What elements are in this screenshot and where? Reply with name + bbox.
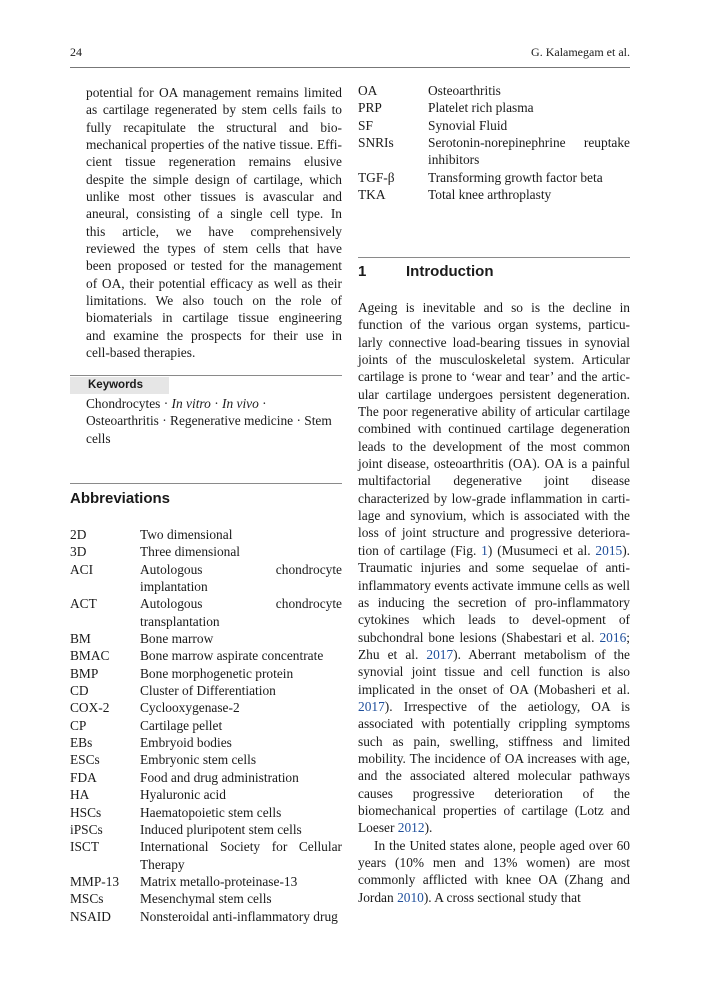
abbreviation-term: iPSCs: [70, 821, 103, 837]
abstract-line: fully recapitulate the structural and bio-: [86, 119, 342, 135]
abbreviation-item: [70, 630, 342, 647]
paragraph: [358, 837, 630, 906]
text-run: ). Traumatic injuries and some sequelae of anti-inflammatory events activate immune cells as well as inducing the secretion of pro-inflammatory cytokines which leads to devel-opment of subchondral bone lesions (Shabestari et al.: [358, 542, 631, 645]
text-run: ).: [424, 820, 433, 836]
abbreviation-definition: Platelet rich plasma: [428, 100, 534, 116]
text-run: ; Zhu et al.: [358, 629, 630, 662]
abbreviation-definition: Serotonin-norepinephrine reuptake inhibitors: [428, 135, 630, 168]
abstract-line: despite the simple design of cartilage, which: [86, 171, 342, 187]
abbreviation-definition: Synovial Fluid: [428, 117, 508, 133]
abbreviation-term: BMAC: [70, 648, 110, 664]
abstract-line: reviewed the types of stem cells that have: [86, 241, 342, 257]
keyword-separator: ·: [160, 396, 172, 411]
text-run: Ageing is inevitable and so is the decline in function of the various organ systems, particu-larly connective load-bearing tissues in synovial joints of the musculoskeletal system. Articular cartilage is prone to ‘wear and tear’ and the artic-ular cartilage undergoes persistent degeneration. The poor regenerative ability of articular cartilage combined with continued cartilage degeneration leads to the development of the most common joint disease, osteoarthritis (OA). OA is a painful multifactorial degenerative joint disease characterized by low-grade inflammation in carti-lage and synovium, which is associated with the loss of joint structure and progressive deteriora-tion of cartilage (Fig.: [358, 300, 630, 558]
abbreviation-item: [70, 786, 342, 803]
abbreviation-definition: Cartilage pellet: [140, 717, 223, 733]
abbreviation-definition: Osteoarthritis: [428, 83, 501, 98]
keyword: Chondrocytes: [86, 396, 161, 411]
section-number: 1: [358, 263, 367, 280]
abbreviation-item: [70, 751, 342, 768]
abbreviation-item: [70, 890, 342, 907]
abbreviation-definition: Cyclooxygenase-2: [140, 700, 240, 716]
section-title: Introduction: [406, 263, 494, 280]
abbreviation-item: [70, 717, 342, 734]
header-rule: [70, 67, 630, 68]
abbreviation-term: MSCs: [70, 891, 104, 907]
citation-link[interactable]: 2017: [426, 646, 454, 662]
abbreviation-term: TKA: [358, 187, 386, 203]
keyword: Regenerative medicine: [170, 413, 294, 429]
abstract-line: aneural, consisting of a single cell type. In: [86, 206, 342, 222]
running-head: G. Kalamegam et al.: [531, 45, 630, 59]
abbreviation-term: PRP: [358, 100, 382, 116]
keyword-separator: ·: [210, 396, 222, 411]
abbreviation-term: BM: [70, 631, 91, 647]
abbreviation-definition: Induced pluripotent stem cells: [140, 821, 302, 837]
abstract-line: cell-based therapies.: [86, 345, 196, 361]
abbreviation-definition: International Society for Cellular Therapy: [140, 839, 342, 872]
abstract-line: biomaterials in cartilage tissue engineering: [86, 310, 342, 326]
keyword-separator: ·: [158, 413, 171, 429]
citation-link[interactable]: 2017: [358, 698, 385, 714]
abbreviation-definition: Autologous chondrocyte transplantation: [140, 596, 342, 629]
abstract-line: unlike most other tissues is avascular and: [86, 189, 342, 205]
abbreviation-item: [70, 873, 342, 890]
abbreviation-term: 3D: [70, 544, 87, 560]
keyword-separator: ·: [258, 396, 267, 411]
abbreviation-item: [70, 526, 342, 543]
keyword-separator: ·: [293, 413, 305, 429]
abstract-line: and examine the prospects for their use in: [86, 327, 342, 343]
abstract-line: mechanical properties of the native tissue. Effi-: [86, 137, 342, 153]
text-run: ). Irrespective of the aetiology, OA is associated with potentially crippling symptoms such as pain, swelling, stiffness and limited mobility. The incidence of OA increases with age, and the associated altered molecular pathways causes progressive deterioration of the biomechanical properties of cartilage (Lotz and Loeser: [358, 698, 630, 836]
abbreviation-item: [358, 117, 630, 134]
abbreviation-item: [70, 647, 342, 664]
abbreviation-item: [70, 595, 342, 630]
abbreviation-definition: Total knee arthroplasty: [428, 187, 552, 203]
abbreviation-item: [70, 561, 342, 596]
text-run: ) (Musumeci et al.: [487, 542, 596, 558]
abbreviation-item: [70, 821, 342, 838]
abbreviation-term: COX-2: [70, 700, 110, 716]
abbreviation-term: ISCT: [70, 839, 100, 855]
keyword: Osteoarthritis: [86, 413, 159, 429]
abbreviation-term: EBs: [70, 735, 93, 751]
abbreviations-heading: Abbreviations: [70, 490, 171, 507]
keyword: In vivo: [222, 396, 259, 411]
abbreviation-item: [70, 543, 342, 560]
abbreviation-term: NSAID: [70, 908, 111, 924]
paragraph: [358, 299, 630, 837]
keywords-label: Keywords: [70, 377, 169, 394]
keyword: In vitro: [171, 396, 211, 411]
abbreviations-rule: [70, 483, 342, 484]
abbreviation-term: ESCs: [70, 752, 100, 768]
abbreviation-term: SF: [358, 117, 373, 133]
abbreviation-item: [70, 908, 342, 925]
abstract-line: potential for OA management remains limited: [86, 85, 342, 100]
abbreviation-definition: Bone morphogenetic protein: [140, 665, 294, 681]
abbreviation-definition: Embryoid bodies: [140, 735, 232, 751]
text-run: ). A cross sectional study that: [423, 889, 581, 905]
section-rule: [358, 257, 630, 258]
abbreviation-term: ACT: [70, 596, 97, 612]
abbreviation-definition: Matrix metallo-proteinase-13: [140, 873, 298, 889]
abbreviation-definition: Cluster of Differentiation: [140, 683, 276, 699]
abbreviation-definition: Nonsteroidal anti-inflammatory drug: [140, 908, 338, 924]
abbreviation-item: [358, 186, 630, 203]
text-run: ). Aberrant metabolism of the synovial joint tissue and cell function is also implicated in the onset of OA (Mobasheri et al.: [358, 646, 630, 697]
abbreviation-term: HSCs: [70, 804, 102, 820]
abbreviation-term: FDA: [70, 769, 97, 785]
abbreviations-list-right: [358, 82, 630, 203]
abbreviation-item: [70, 665, 342, 682]
abbreviation-definition: Hyaluronic acid: [140, 787, 226, 803]
citation-link[interactable]: 2010: [397, 889, 424, 905]
abbreviation-definition: Three dimensional: [140, 544, 241, 560]
page-header: [70, 45, 630, 61]
abbreviation-definition: Bone marrow aspirate concentrate: [140, 648, 324, 664]
abbreviation-definition: Two dimensional: [140, 527, 233, 542]
abbreviation-definition: Haematopoietic stem cells: [140, 804, 282, 820]
citation-link[interactable]: 2015: [595, 542, 623, 558]
abbreviation-definition: Embryonic stem cells: [140, 752, 257, 768]
abbreviation-term: CP: [70, 717, 87, 733]
abbreviation-item: [70, 699, 342, 716]
abstract-text: [86, 84, 342, 362]
abstract-line: this article, we have comprehensively: [86, 223, 342, 239]
keywords-text: [86, 395, 342, 447]
introduction-body: [358, 299, 630, 906]
abbreviation-item: [70, 769, 342, 786]
abbreviation-definition: Transforming growth factor beta: [428, 169, 603, 185]
abbreviation-item: [70, 734, 342, 751]
abbreviation-item: [358, 134, 630, 169]
abbreviation-item: [70, 804, 342, 821]
abbreviation-term: ACI: [70, 561, 94, 577]
abbreviation-definition: Mesenchymal stem cells: [140, 891, 272, 907]
text-run: In the United states alone, people aged over 60 years (10% men and 13% women) are most commonly afflicted with knee OA (Zhang and Jordan: [358, 837, 630, 905]
figure-link[interactable]: 1: [481, 542, 488, 558]
abbreviation-definition: Autologous chondrocyte implantation: [140, 561, 342, 595]
abstract-line: limitations. We also touch on the role of: [86, 293, 342, 309]
abbreviation-term: MMP-13: [70, 873, 120, 889]
abbreviation-item: [70, 838, 342, 873]
abbreviation-item: [70, 682, 342, 699]
abbreviation-definition: Bone marrow: [140, 631, 214, 647]
abstract-line: of OA, their potential efficacy as well as their: [86, 275, 342, 291]
page-number: 24: [70, 45, 82, 59]
abbreviation-definition: Food and drug administration: [140, 769, 299, 785]
keyword: Stem cells: [86, 413, 332, 446]
citation-link[interactable]: 2016: [599, 629, 627, 645]
abbreviation-term: HA: [70, 787, 90, 803]
citation-link[interactable]: 2012: [397, 820, 425, 836]
abbreviation-term: TGF-β: [358, 169, 395, 185]
abstract-line: cient tissue regeneration remains elusive: [86, 154, 342, 170]
abbreviation-item: [358, 82, 630, 99]
abstract-line: been proposed or tested for the management: [86, 258, 342, 274]
abbreviation-term: SNRIs: [358, 135, 394, 151]
abstract-line: as cartilage regenerated by stem cells fails to: [86, 102, 342, 118]
keywords-rule: [70, 375, 342, 376]
abbreviation-term: OA: [358, 83, 378, 98]
abbreviation-item: [358, 99, 630, 116]
abbreviation-term: 2D: [70, 527, 87, 542]
abbreviation-item: [358, 169, 630, 186]
abbreviation-term: CD: [70, 683, 89, 699]
abbreviation-term: BMP: [70, 665, 99, 681]
abbreviations-list-left: [70, 526, 342, 925]
